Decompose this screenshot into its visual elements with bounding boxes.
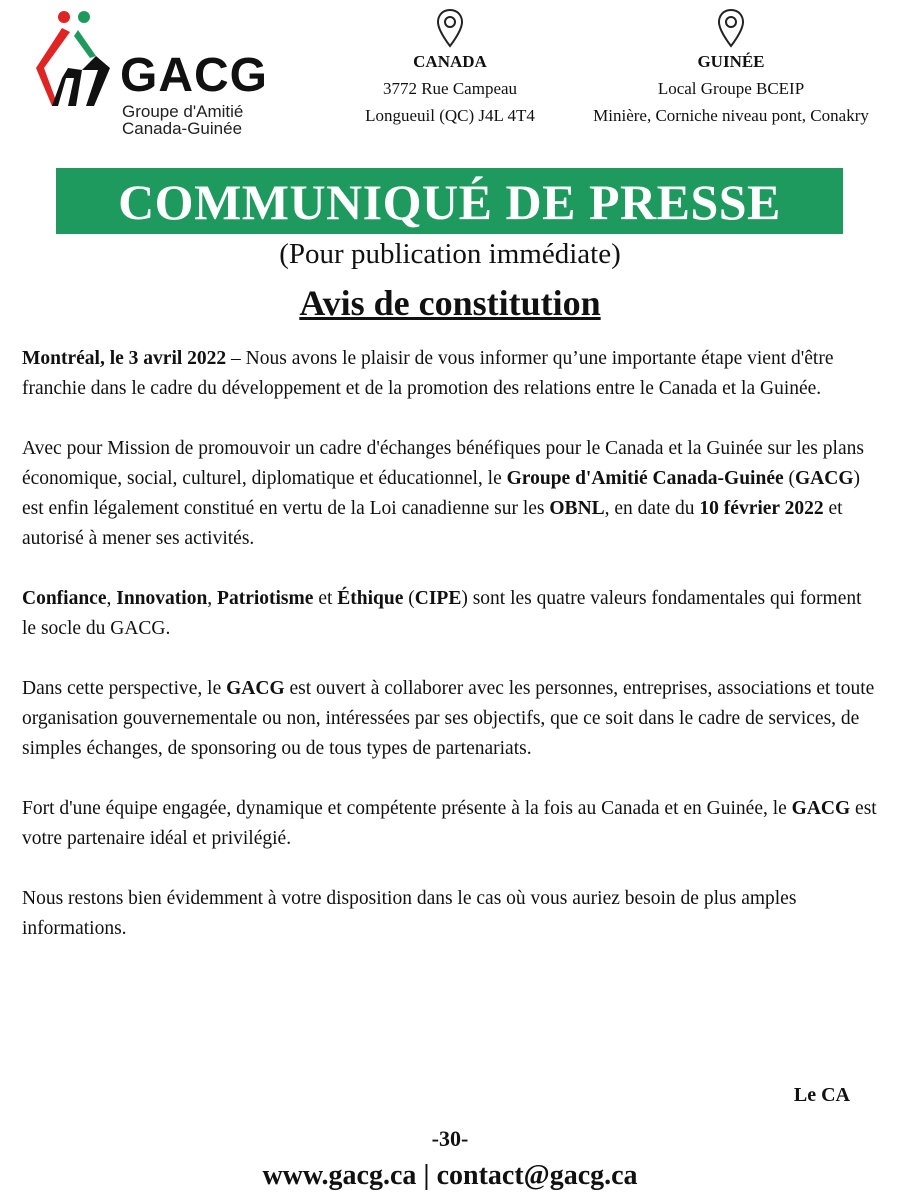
bold-text: Confiance xyxy=(22,588,107,609)
paragraph-3 xyxy=(22,584,878,644)
bold-text: GACG xyxy=(226,678,285,699)
paragraph-text: Avec pour Mission de promouvoir un cadre d'échanges bénéfiques pour le Canada et la Guinée sur les plans économique, social, culturel, diplomatique et éducationnel, le xyxy=(22,438,864,489)
address-line-2: Longueuil (QC) J4L 4T4 xyxy=(365,106,535,125)
paragraph-text: ) est enfin légalement constitué en vertu de la Loi canadienne sur les xyxy=(22,468,861,519)
address-country: CANADA xyxy=(413,52,487,71)
address-guinea xyxy=(566,8,896,129)
heading-text: Avis de constitution xyxy=(299,283,601,323)
paragraph-6 xyxy=(22,884,878,944)
paragraph-text: , xyxy=(106,588,117,609)
logo-title: GACG xyxy=(120,49,268,102)
paragraph-text: est votre partenaire idéal et privilégié. xyxy=(22,798,877,849)
bold-text: GACG xyxy=(795,468,854,489)
address-canada xyxy=(340,8,560,129)
location-pin-icon xyxy=(435,8,465,48)
paragraph-2 xyxy=(22,434,878,554)
paragraph-text: – Nous avons le plaisir de vous informer qu’une importante étape vient d'être franchie dans le cadre du développement et de la promotion des relations entre le Canada et la Guinée. xyxy=(22,348,834,399)
logo-line-2: Canada-Guinée xyxy=(122,119,243,138)
bold-text: Innovation xyxy=(116,588,208,609)
bold-text: OBNL xyxy=(549,498,605,519)
gacg-logo xyxy=(28,8,288,138)
bold-text: Patriotisme xyxy=(217,588,314,609)
address-line-2: Minière, Corniche niveau pont, Conakry xyxy=(593,106,869,125)
paragraph-5 xyxy=(22,794,878,854)
location-pin-icon xyxy=(716,8,746,48)
dateline: Montréal, le 3 avril 2022 xyxy=(22,348,227,369)
paragraph-text: et autorisé à mener ses activités. xyxy=(22,498,843,549)
address-line-1: 3772 Rue Campeau xyxy=(382,79,518,98)
logo-line-1: Groupe d'Amitié xyxy=(122,102,244,121)
subtitle: (Pour publication immédiate) xyxy=(279,238,621,270)
press-release-banner: COMMUNIQUÉ DE PRESSE xyxy=(56,168,843,234)
address-line-1: Local Groupe BCEIP xyxy=(657,79,805,98)
document-heading xyxy=(0,282,900,324)
paragraph-4 xyxy=(22,674,878,764)
bold-text: GACG xyxy=(791,798,851,819)
paragraph-text: , xyxy=(207,588,218,609)
paragraph-text: , en date du xyxy=(604,498,700,519)
footer-contact: www.gacg.ca | contact@gacg.ca xyxy=(262,1160,638,1191)
paragraph-text: est ouvert à collaborer avec les personnes, entreprises, associations et toute organisation gouvernementale ou non, intéressées par ses objectifs, que ce soit dans le cadre de services, de simples échanges, de sponsoring ou de tous types de partenariats. xyxy=(22,678,875,759)
paragraph-text: Fort d'une équipe engagée, dynamique et compétente présente à la fois au Canada et en Guinée, le xyxy=(22,798,792,819)
paragraph-text: Nous restons bien évidemment à votre disposition dans le cas où vous auriez besoin de plus amples informations. xyxy=(22,888,797,939)
address-country: GUINÉE xyxy=(697,52,765,71)
paragraph-text: ) sont les quatre valeurs fondamentales qui forment le socle du GACG. xyxy=(22,588,862,639)
paragraph-text: ( xyxy=(403,588,415,609)
bold-text: 10 février 2022 xyxy=(699,498,824,519)
press-release-body xyxy=(22,344,878,974)
logo-emblem-icon xyxy=(28,8,128,138)
paragraph-text: ( xyxy=(783,468,796,489)
paragraph-text: Dans cette perspective, le xyxy=(22,678,227,699)
paragraph-1 xyxy=(22,344,878,404)
signature: Le CA xyxy=(793,1084,850,1106)
end-marker: -30- xyxy=(431,1126,469,1151)
bold-text: Éthique xyxy=(337,588,404,609)
bold-text: Groupe d'Amitié Canada-Guinée xyxy=(506,468,784,489)
paragraph-text: et xyxy=(313,588,338,609)
bold-text: CIPE xyxy=(414,588,462,609)
